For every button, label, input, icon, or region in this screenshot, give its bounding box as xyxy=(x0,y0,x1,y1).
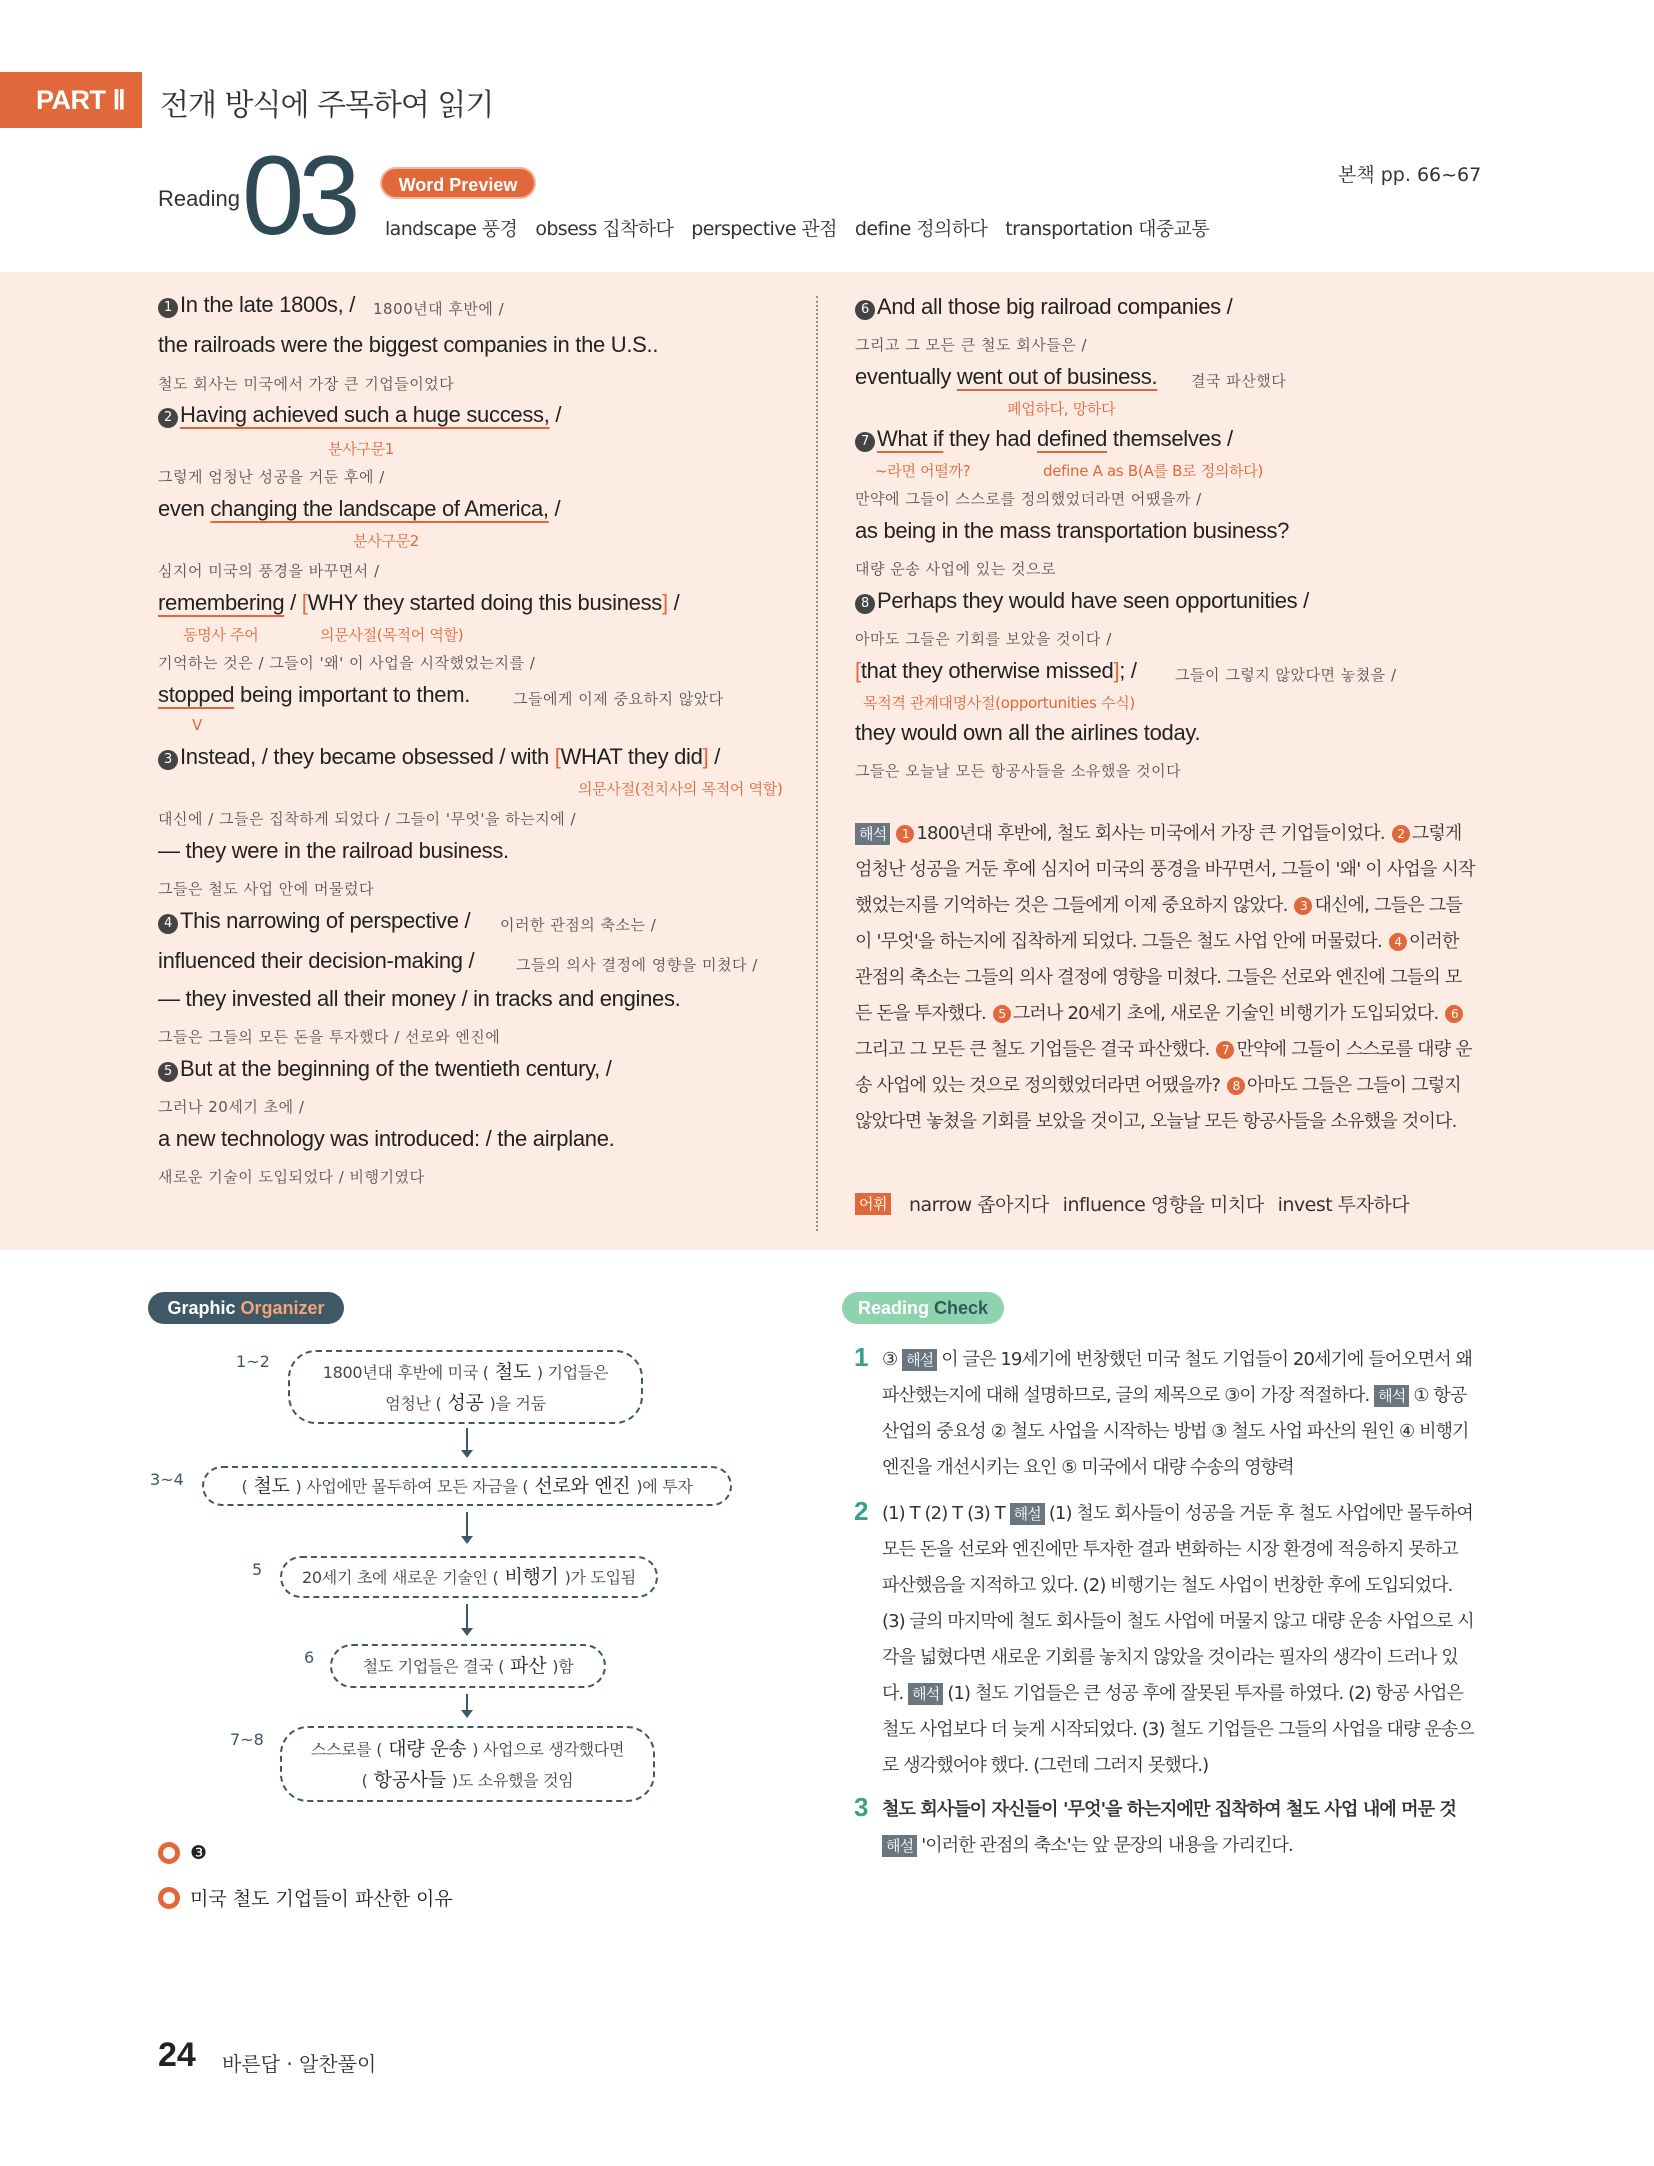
go-step-label: 1~2 xyxy=(236,1352,270,1371)
sentence-8c-kor: 그들은 오늘날 모든 항공사들을 소유했을 것이다 xyxy=(855,762,1182,780)
sentence-3a-kor: 대신에 / 그들은 집착하게 되었다 / 그들이 '무엇'을 하는지에 / xyxy=(158,810,577,828)
reading-passage-box xyxy=(0,272,1654,1250)
page-reference: 본책 pp. 66~67 xyxy=(1338,164,1482,186)
sentence-number: 3 xyxy=(158,750,178,770)
sentence-4a: 4 This narrowing of perspective / xyxy=(158,908,470,934)
sentence-number: 6 xyxy=(855,300,875,320)
go-box-4: 철도 기업들은 결국 ( 파산 )함 xyxy=(330,1644,606,1688)
sentence-6b-kor: 결국 파산했다 xyxy=(1191,372,1287,390)
sentence-5b-kor: 새로운 기술이 도입되었다 / 비행기였다 xyxy=(158,1168,425,1186)
go-step-label: 7~8 xyxy=(230,1730,264,1749)
sentence-2d-kor: 그들에게 이제 중요하지 않았다 xyxy=(513,690,724,708)
grammar-note: 의문사절(목적어 역할) xyxy=(320,626,464,644)
go-box-3: 20세기 초에 새로운 기술인 ( 비행기 )가 도입됨 xyxy=(280,1556,658,1598)
arrow-down-icon xyxy=(466,1512,468,1542)
sentence-2c: remembering / [WHY they started doing this business] / xyxy=(158,590,680,615)
word-preview-item: landscape 풍경 xyxy=(385,218,518,240)
ring-bullet-icon xyxy=(158,1887,180,1909)
sentence-2c-kor: 기억하는 것은 / 그들이 '왜' 이 사업을 시작했었는지를 / xyxy=(158,654,536,672)
sentence-2b-kor: 심지어 미국의 풍경을 바꾸면서 / xyxy=(158,562,380,580)
word-preview-list xyxy=(385,214,1209,241)
sentence-5a: 5 But at the beginning of the twentieth century, / xyxy=(158,1056,612,1082)
sentence-8b: [that they otherwise missed]; / xyxy=(855,658,1137,683)
go-answer-2: 미국 철도 기업들이 파산한 이유 xyxy=(158,1884,453,1911)
sentence-4c-kor: 그들은 그들의 모든 돈을 투자했다 / 선로와 엔진에 xyxy=(158,1028,501,1046)
answer-2: (1) T (2) T (3) T 해설 (1) 철도 회사들이 성공을 거둔 후 철도 사업에만 몰두하여 모든 돈을 선로와 엔진에만 투자한 결과 변화하는 시장 환경에 적응하지 못하고 파산했음을 지적하고 있다. (2) 비행기는 철도 사업이 번창한 후에 도입되었다. (3) 글의 마지막에 철도 회사들이 철도 사업에 머물지 않고 대량 운송 사업으로 시각을 넓혔다면 새로운 기회를 놓치지 않았을 것이라는 필자의 생각이 드러나 있다. 해석 (1) 철도 기업들은 큰 성공 후에 잘못된 투자를 하였다. (2) 항공 사업은 철도 사업보다 더 늦게 시작되었다. (3) 철도 기업들은 그들의 사업을 대량 운송으로 생각했어야 했다. (그런데 그러지 못했다.) xyxy=(882,1503,1474,1776)
word-preview-badge: Word Preview xyxy=(380,167,536,199)
sentence-1a-kor: 1800년대 후반에 / xyxy=(373,300,505,318)
sentence-6b: eventually went out of business. xyxy=(855,364,1158,389)
sentence-number: 2 xyxy=(158,408,178,428)
grammar-note: ~라면 어떨까? xyxy=(875,462,971,480)
sentence-1b-kor: 철도 회사는 미국에서 가장 큰 기업들이었다 xyxy=(158,375,455,393)
sentence-8c: they would own all the airlines today. xyxy=(855,720,1201,745)
word-preview-item: perspective 관점 xyxy=(691,218,837,240)
sentence-8a-kor: 아마도 그들은 기회를 보았을 것이다 / xyxy=(855,630,1112,648)
vocabulary-list xyxy=(855,1190,1409,1217)
go-box-1: 1800년대 후반에 미국 ( 철도 ) 기업들은 엄청난 ( 성공 )을 거둠 xyxy=(288,1350,643,1424)
vocab-item: influence 영향을 미치다 xyxy=(1062,1194,1264,1216)
sentence-number: 1 xyxy=(158,298,178,318)
sentence-number: 7 xyxy=(855,432,875,452)
arrow-down-icon xyxy=(466,1604,468,1634)
grammar-note: 목적격 관계대명사절(opportunities 수식) xyxy=(863,694,1135,712)
reading-label: Reading xyxy=(158,186,240,211)
grammar-note: 폐업하다, 망하다 xyxy=(1007,400,1116,418)
answer-3: 철도 회사들이 자신들이 '무엇'을 하는지에만 집착하여 철도 사업 내에 머문 것 해설 '이러한 관점의 축소'는 앞 문장의 내용을 가리킨다. xyxy=(882,1799,1457,1856)
vocab-tag: 어휘 xyxy=(855,1193,891,1215)
go-box-5: 스스로를 ( 대량 운송 ) 사업으로 생각했다면 ( 항공사들 )도 소유했을 것임 xyxy=(280,1726,655,1802)
sentence-1a: 1 In the late 1800s, / xyxy=(158,292,355,318)
sentence-3a: 3 Instead, / they became obsessed / with [WHAT they did] / xyxy=(158,744,720,770)
go-step-label: 5 xyxy=(252,1560,263,1579)
sentence-7b: as being in the mass transportation business? xyxy=(855,518,1290,543)
sentence-2a-kor: 그렇게 엄청난 성공을 거둔 후에 / xyxy=(158,468,385,486)
sentence-8b-kor: 그들이 그렇지 않았다면 놓쳤을 / xyxy=(1175,666,1397,684)
part-tab: PART Ⅱ xyxy=(0,72,142,128)
graphic-organizer-badge: Graphic Organizer xyxy=(148,1292,344,1324)
grammar-note: 분사구문2 xyxy=(353,532,420,550)
sentence-2a: 2 Having achieved such a huge success, / xyxy=(158,402,561,428)
ring-bullet-icon xyxy=(158,1842,180,1864)
reading-number: 03 xyxy=(242,133,355,258)
sentence-4b: influenced their decision-making / xyxy=(158,948,475,973)
sentence-number: 5 xyxy=(158,1062,178,1082)
vocab-item: invest 투자하다 xyxy=(1277,1194,1410,1216)
sentence-number: 8 xyxy=(855,594,875,614)
page-number: 24 xyxy=(158,2036,196,2074)
sentence-5a-kor: 그러나 20세기 초에 / xyxy=(158,1098,305,1116)
sentence-1b: the railroads were the biggest companies in the U.S.. xyxy=(158,332,659,357)
sentence-7a-kor: 만약에 그들이 스스로를 정의했었더라면 어땠을까 / xyxy=(855,490,1202,508)
go-answer-1: ❸ xyxy=(158,1842,207,1864)
grammar-note: 분사구문1 xyxy=(328,440,395,458)
sentence-4c: — they invested all their money / in tracks and engines. xyxy=(158,986,681,1011)
sentence-5b: a new technology was introduced: / the airplane. xyxy=(158,1126,615,1151)
answer-1: ③ 해설 이 글은 19세기에 번창했던 미국 철도 기업들이 20세기에 들어오면서 왜 파산했는지에 대해 설명하므로, 글의 제목으로 ③이 가장 적절하다. 해석 ① 항공 산업의 중요성 ② 철도 사업을 시작하는 방법 ③ 철도 사업 파산의 원인 ④ 비행기 엔진을 개선시키는 요인 ⑤ 미국에서 대량 수송의 영향력 xyxy=(882,1349,1473,1478)
grammar-note: define A as B(A를 B로 정의하다) xyxy=(1043,462,1264,480)
word-preview-item: define 정의하다 xyxy=(854,218,988,240)
sentence-4b-kor: 그들의 의사 결정에 영향을 미쳤다 / xyxy=(516,956,758,974)
grammar-note: 동명사 주어 xyxy=(183,626,259,644)
go-box-2: ( 철도 ) 사업에만 몰두하여 모든 자금을 ( 선로와 엔진 )에 투자 xyxy=(202,1466,732,1506)
go-step-label: 6 xyxy=(304,1648,315,1667)
question-number: 1 xyxy=(854,1342,869,1372)
sentence-3b: — they were in the railroad business. xyxy=(158,838,509,863)
sentence-7a: 7 What if they had defined themselves / xyxy=(855,426,1233,452)
arrow-down-icon xyxy=(466,1694,468,1716)
sentence-6a: 6 And all those big railroad companies / xyxy=(855,294,1232,320)
question-number: 2 xyxy=(854,1496,869,1526)
reading-check-badge: Reading Check xyxy=(842,1292,1004,1324)
sentence-8a: 8 Perhaps they would have seen opportunities / xyxy=(855,588,1309,614)
grammar-note: 의문사절(전치사의 목적어 역할) xyxy=(578,780,783,798)
sentence-3b-kor: 그들은 철도 사업 안에 머물렀다 xyxy=(158,880,374,898)
translation-tag: 해석 xyxy=(855,823,890,845)
sentence-2b: even changing the landscape of America, / xyxy=(158,496,561,521)
word-preview-item: transportation 대중교통 xyxy=(1005,218,1210,240)
arrow-down-icon xyxy=(466,1428,468,1456)
sentence-4a-kor: 이러한 관점의 축소는 / xyxy=(500,916,657,934)
go-step-label: 3~4 xyxy=(150,1470,184,1489)
sentence-number: 4 xyxy=(158,914,178,934)
vocab-item: narrow 좁아지다 xyxy=(908,1194,1049,1216)
sentence-7b-kor: 대량 운송 사업에 있는 것으로 xyxy=(855,560,1056,578)
question-number: 3 xyxy=(854,1792,869,1822)
word-preview-item: obsess 집착하다 xyxy=(535,218,674,240)
grammar-note: V xyxy=(192,716,202,734)
sentence-6a-kor: 그리고 그 모든 큰 철도 회사들은 / xyxy=(855,336,1088,354)
translation-paragraph: 해석 1 1800년대 후반에, 철도 회사는 미국에서 가장 큰 기업들이었다. 2 그렇게 엄청난 성공을 거둔 후에 심지어 미국의 풍경을 바꾸면서, 그들이 '왜' 이 사업을 시작했었는지를 기억하는 것은 그들에게 이제 중요하지 않았다. 3 대신에, 그들은 그들이 '무엇'을 하는지에 집착하게 되었다. 그들은 철도 사업 안에 머물렀다. 4 이러한 관점의 축소는 그들의 의사 결정에 영향을 미쳤다. 그들은 선로와 엔진에 그들의 모든 돈을 투자했다. 5 그러나 20세기 초에, 새로운 기술인 비행기가 도입되었다. 6그리고 그 모든 큰 철도 기업들은 결국 파산했다. 7 만약에 그들이 스스로를 대량 운송 사업에 있는 것으로 정의했었더라면 어땠을까? 8 아마도 그들은 그들이 그렇지 않았다면 놓쳤을 기회를 보았을 것이고, 오늘날 모든 항공사들을 소유했을 것이다. xyxy=(855,823,1475,1132)
sentence-2d: stopped being important to them. xyxy=(158,682,471,707)
footer-title: 바른답 · 알찬풀이 xyxy=(222,2052,377,2076)
column-divider xyxy=(816,296,818,1231)
part-title: 전개 방식에 주목하여 읽기 xyxy=(160,88,494,123)
